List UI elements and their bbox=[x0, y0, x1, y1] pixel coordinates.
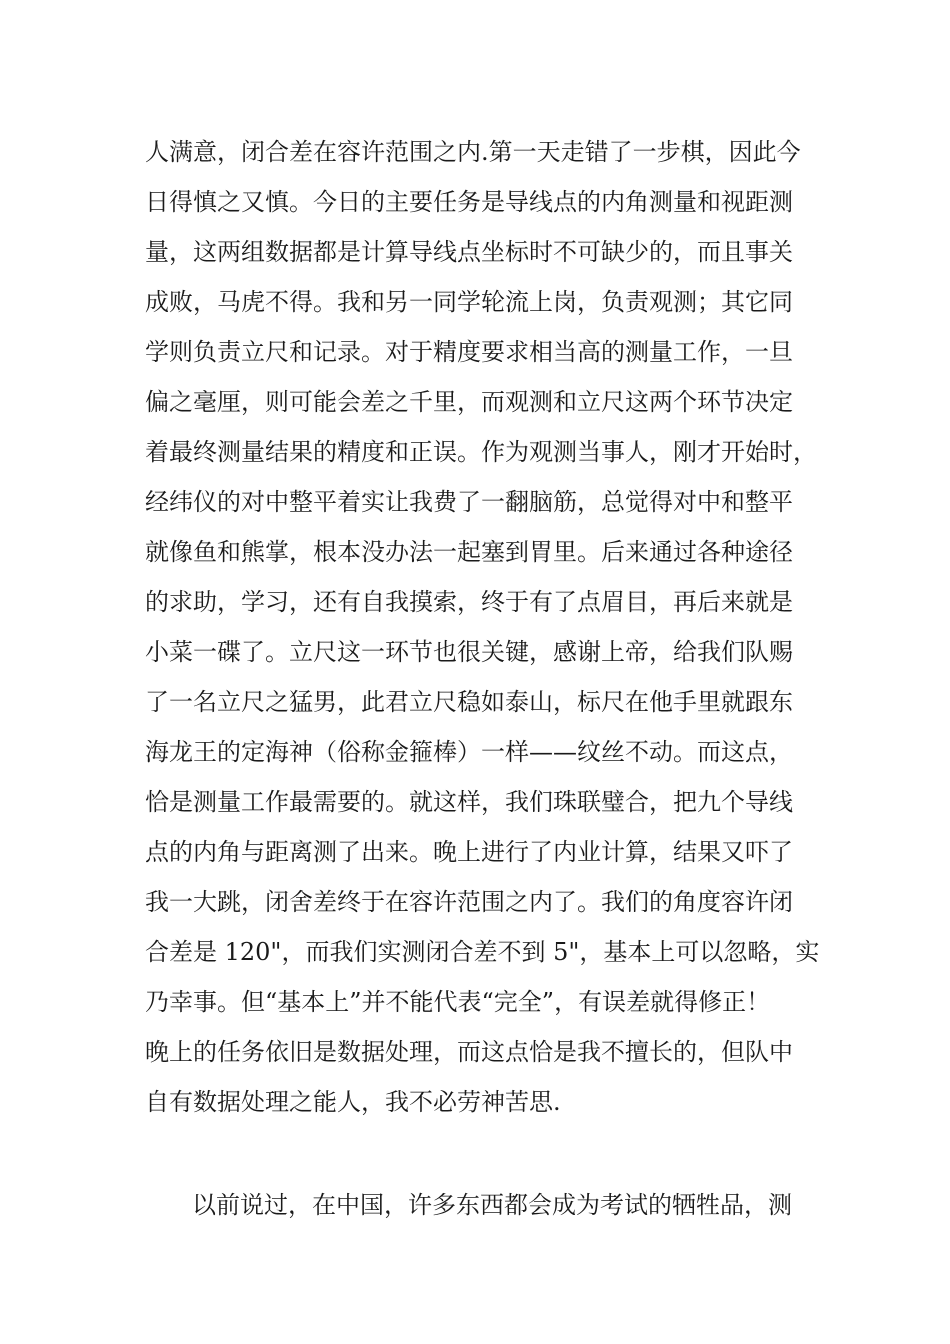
paragraph-2 bbox=[145, 1180, 825, 1230]
text-line: 恰是测量工作最需要的。就这样，我们珠联璧合，把九个导线 bbox=[145, 788, 793, 816]
text-line: 自有数据处理之能人，我不必劳神苦思. bbox=[145, 1088, 561, 1116]
paragraph-1 bbox=[145, 127, 825, 1127]
text-line: 了一名立尺之猛男，此君立尺稳如泰山，标尺在他手里就跟东 bbox=[145, 688, 793, 716]
text-line: 以前说过，在中国，许多东西都会成为考试的牺牲品，测 bbox=[192, 1191, 792, 1219]
text-line: 乃幸事。但“基本上”并不能代表“完全”，有误差就得修正！ bbox=[145, 988, 771, 1016]
text-line: 我一大跳，闭舍差终于在容许范围之内了。我们的角度容许闭 bbox=[145, 888, 793, 916]
paragraph-spacing bbox=[145, 1127, 825, 1180]
document-body bbox=[145, 127, 825, 1230]
text-line: 着最终测量结果的精度和正误。作为观测当事人，刚才开始时， bbox=[145, 438, 817, 466]
text-line: 偏之毫厘，则可能会差之千里，而观测和立尺这两个环节决定 bbox=[145, 388, 793, 416]
text-line: 经纬仪的对中整平着实让我费了一翻脑筋，总觉得对中和整平 bbox=[145, 488, 793, 516]
text-line: 小菜一碟了。立尺这一环节也很关键，感谢上帝，给我们队赐 bbox=[145, 638, 793, 666]
text-line: 的求助，学习，还有自我摸索，终于有了点眉目，再后来就是 bbox=[145, 588, 793, 616]
text-line: 成败，马虎不得。我和另一同学轮流上岗，负责观测；其它同 bbox=[145, 288, 793, 316]
text-line: 点的内角与距离测了出来。晚上进行了内业计算，结果又吓了 bbox=[145, 838, 793, 866]
text-line: 量，这两组数据都是计算导线点坐标时不可缺少的，而且事关 bbox=[145, 238, 793, 266]
text-line: 学则负责立尺和记录。对于精度要求相当高的测量工作，一旦 bbox=[145, 338, 793, 366]
text-line: 海龙王的定海神（俗称金箍棒）一样——纹丝不动。而这点， bbox=[145, 738, 793, 766]
text-line: 日得慎之又慎。今日的主要任务是导线点的内角测量和视距测 bbox=[145, 188, 793, 216]
text-line: 人满意，闭合差在容许范围之内.第一天走错了一步棋，因此今 bbox=[145, 138, 801, 166]
text-line: 就像鱼和熊掌，根本没办法一起塞到胃里。后来通过各种途径 bbox=[145, 538, 793, 566]
text-line: 晚上的任务依旧是数据处理，而这点恰是我不擅长的，但队中 bbox=[145, 1038, 793, 1066]
text-line: 合差是 120"，而我们实测闭合差不到 5"，基本上可以忽略，实 bbox=[145, 938, 820, 966]
